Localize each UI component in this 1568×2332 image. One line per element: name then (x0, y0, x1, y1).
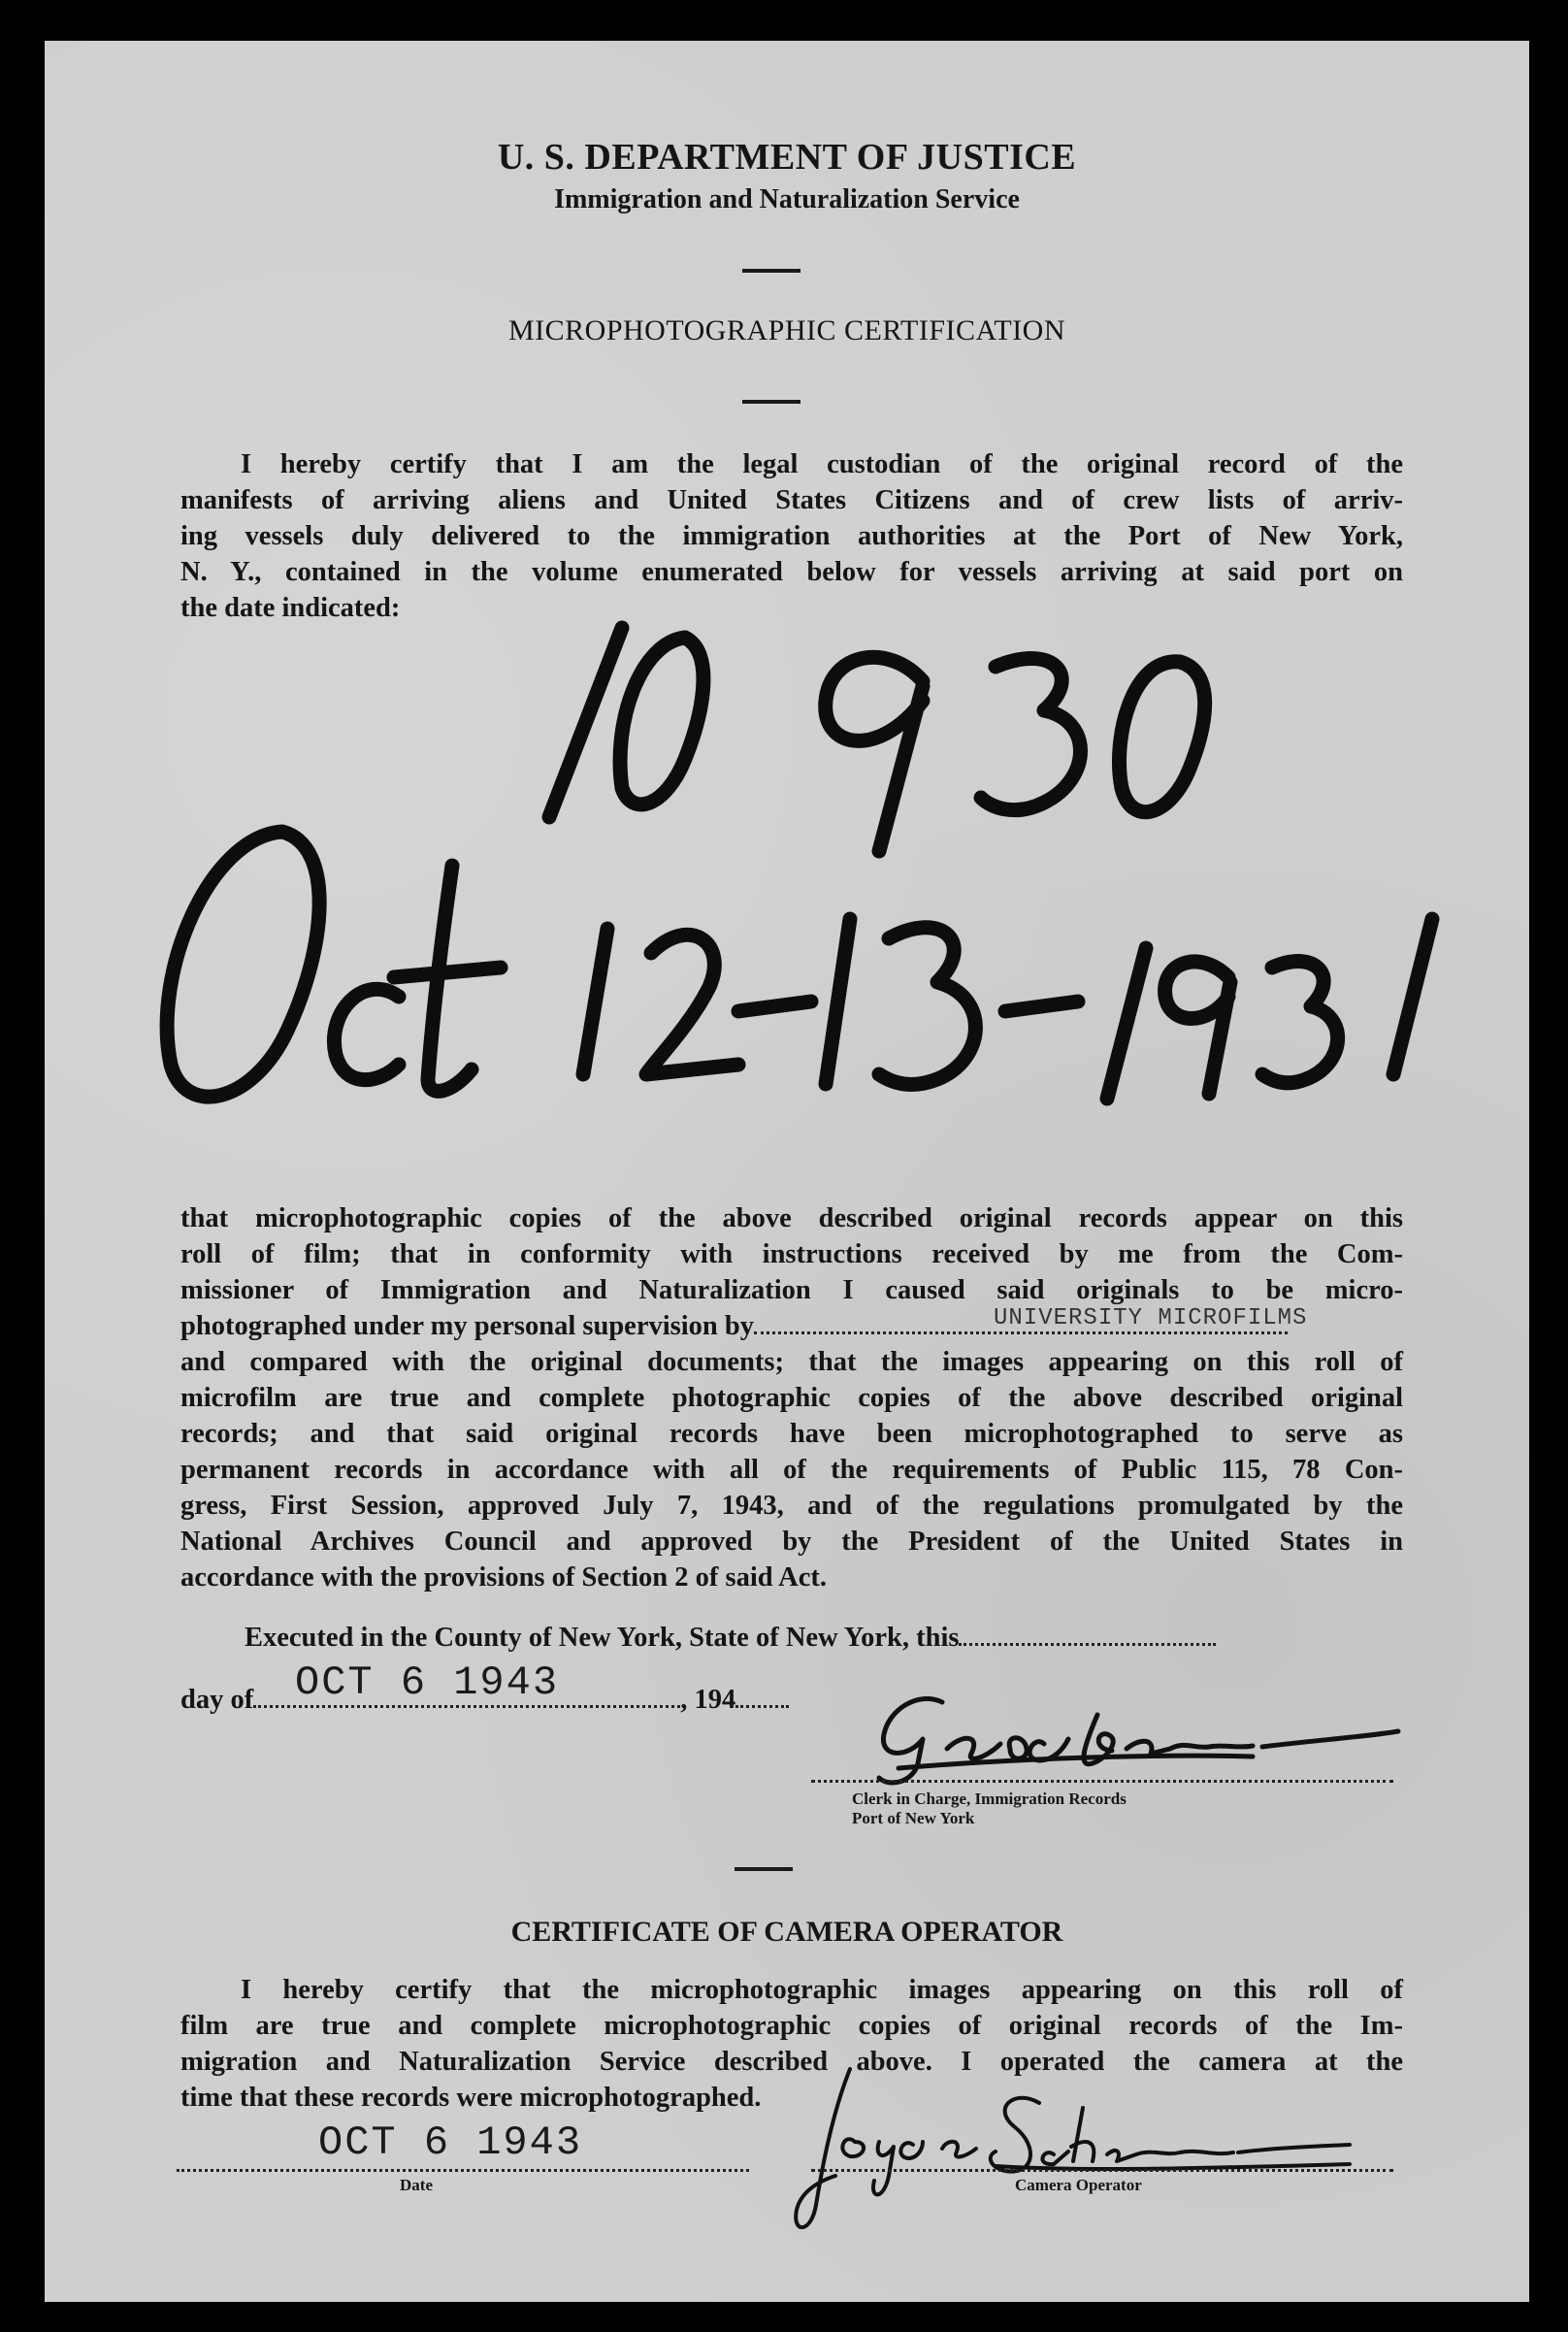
supervision-company: UNIVERSITY MICROFILMS (994, 1305, 1308, 1331)
paragraph-line: N. Y., contained in the volume enumerated below for vessels arriving at said port on (180, 557, 1403, 587)
divider (735, 1867, 793, 1871)
camera-date-stamp: OCT 6 1943 (318, 2119, 583, 2166)
certificate-sheet (45, 41, 1529, 2302)
paragraph-line: the date indicated: (180, 593, 401, 623)
paragraph-line: ing vessels duly delivered to the immigration authorities at the Port of New York, (180, 521, 1403, 551)
paragraph-line: that microphotographic copies of the above described original records appear on this (180, 1203, 1403, 1233)
camera-certificate-title: CERTIFICATE OF CAMERA OPERATOR (510, 1916, 1063, 1948)
paragraph-line: microfilm are true and complete photographic copies of the above described original (180, 1383, 1403, 1413)
paragraph-line: accordance with the provisions of Section 2 of said Act. (180, 1562, 828, 1593)
paragraph-line: and compared with the original documents; that the images appearing on this roll of (180, 1347, 1403, 1377)
supervision-line (180, 1305, 1403, 1344)
year-label: , 194 (680, 1685, 736, 1715)
operator-label: Camera Operator (1015, 2176, 1142, 2194)
paragraph-line: time that these records were microphotographed. (180, 2083, 762, 2113)
handwritten-volume-and-date (45, 41, 1529, 1186)
operator-signature-line (811, 2169, 1393, 2172)
paragraph-line: film are true and complete microphotographic copies of original records of the Im- (180, 2011, 1403, 2041)
paragraph-line: missioner of Immigration and Naturalization I caused said originals to be micro- (180, 1275, 1403, 1305)
service-subheading: Immigration and Naturalization Service (554, 184, 1020, 214)
statement-paragraph (180, 1200, 1403, 1595)
date-line (177, 2169, 749, 2172)
paragraph-line: I hereby certify that I am the legal custodian of the original record of the (241, 449, 1403, 479)
execution-line (245, 1623, 1216, 1654)
supervision-prefix: photographed under my personal supervision by (180, 1311, 754, 1341)
execution-blank (959, 1643, 1216, 1646)
camera-certificate-paragraph (180, 1972, 1403, 2116)
paragraph-line: I hereby certify that the microphotographic images appearing on this roll of (241, 1975, 1403, 2005)
clerk-signature-line (811, 1780, 1393, 1783)
paragraph-line: permanent records in accordance with all of the requirements of Public 115, 78 Con- (180, 1455, 1403, 1485)
paragraph-line: migration and Naturalization Service described above. I operated the camera at the (180, 2047, 1403, 2077)
paragraph-line: gress, First Session, approved July 7, 1943, and of the regulations promulgated by the (180, 1491, 1403, 1521)
paragraph-line: National Archives Council and approved by the President of the United States in (180, 1527, 1403, 1557)
execution-date-stamp: OCT 6 1943 (295, 1659, 560, 1706)
clerk-title-line: Clerk in Charge, Immigration Records (852, 1790, 1127, 1808)
day-of-label: day of (180, 1685, 254, 1715)
paragraph-line: manifests of arriving aliens and United States Citizens and of crew lists of arriv- (180, 485, 1403, 515)
clerk-title (852, 1790, 1127, 1828)
year-blank (735, 1705, 789, 1708)
paragraph-line: records; and that said original records have been microphotographed to serve as (180, 1419, 1403, 1449)
clerk-title-line: Port of New York (852, 1809, 975, 1827)
form-title: MICROPHOTOGRAPHIC CERTIFICATION (507, 314, 1066, 346)
date-label: Date (400, 2176, 433, 2194)
execution-text: Executed in the County of New York, State of New York, this (245, 1623, 960, 1653)
paragraph-line: roll of film; that in conformity with instructions received by me from the Com- (180, 1239, 1403, 1269)
department-heading: U. S. DEPARTMENT OF JUSTICE (497, 137, 1077, 178)
